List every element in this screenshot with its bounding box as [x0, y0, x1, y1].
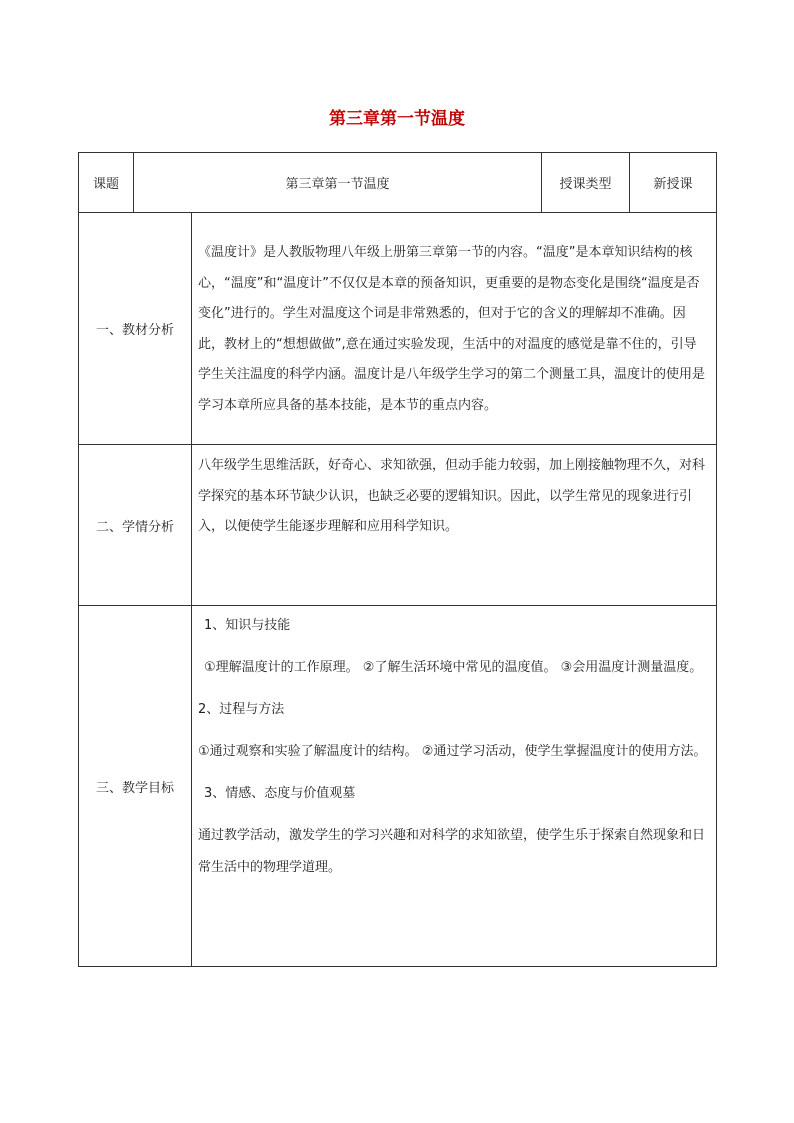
header-row [79, 153, 717, 213]
goal-text-knowledge: ①理解温度计的工作原理。 ②了解生活环境中常见的温度值。 ③会用温度计测量温度。 [204, 660, 703, 675]
topic-value: 第三章第一节温度 [134, 153, 542, 213]
student-analysis-text: 八年级学生思维活跃，好奇心、求知欲强，但动手能力较弱，加上刚接触物理不久，对科学探究的基本环节缺少认识，也缺乏必要的逻辑知识。因此，以学生常见的现象进行引入，以便使学生能逐步理解和应用科学知识。 [198, 458, 706, 534]
teaching-goals-cell [192, 606, 717, 967]
goal-heading-attitude: 3、情感、态度与价值观墓 [204, 786, 356, 801]
goal-heading-knowledge: 1、知识与技能 [204, 618, 291, 633]
goal-text-attitude: 通过教学活动，激发学生的学习兴趣和对科学的求知欲望，使学生乐于探索自然现象和日常生活中的物理学道理。 [198, 828, 706, 875]
teaching-goals-label: 三、教学目标 [79, 606, 192, 967]
material-analysis-text: 《温度计》是人教版物理八年级上册第三章第一节的内容。“温度”是本章知识结构的核心，“温度”和“温度计”不仅仅是本章的预备知识，更重要的是物态变化是围绕“温度是否变化”进行的。学生对温度这个词是非常熟悉的，但对于它的含义的理解却不准确。因此，教材上的“想想做做”,意在通过实验发现，生活中的对温度的感觉是靠不住的，引导学生关注温度的科学内涵。温度计是八年级学生学习的第二个测量工具，温度计的使用是学习本章所应具备的基本技能，是本节的重点内容。 [198, 245, 706, 413]
student-analysis-label: 二、学情分析 [79, 445, 192, 606]
lesson-type-value: 新授课 [630, 153, 717, 213]
lesson-type-label: 授课类型 [542, 153, 630, 213]
material-analysis-cell [192, 213, 717, 445]
lesson-plan-table [78, 152, 717, 967]
material-analysis-label: 一、教材分析 [79, 213, 192, 445]
material-analysis-row [79, 213, 717, 445]
goal-text-process: ①通过观察和实验了解温度计的结构。 ②通过学习活动，使学生掌握温度计的使用方法。 [198, 744, 707, 759]
goal-heading-process: 2、过程与方法 [198, 702, 285, 717]
topic-label: 课题 [79, 153, 134, 213]
student-analysis-cell [192, 445, 717, 606]
student-analysis-row [79, 445, 717, 606]
document-title: 第三章第一节温度 [329, 109, 465, 129]
teaching-goals-row [79, 606, 717, 967]
teaching-goals-content [192, 606, 716, 884]
